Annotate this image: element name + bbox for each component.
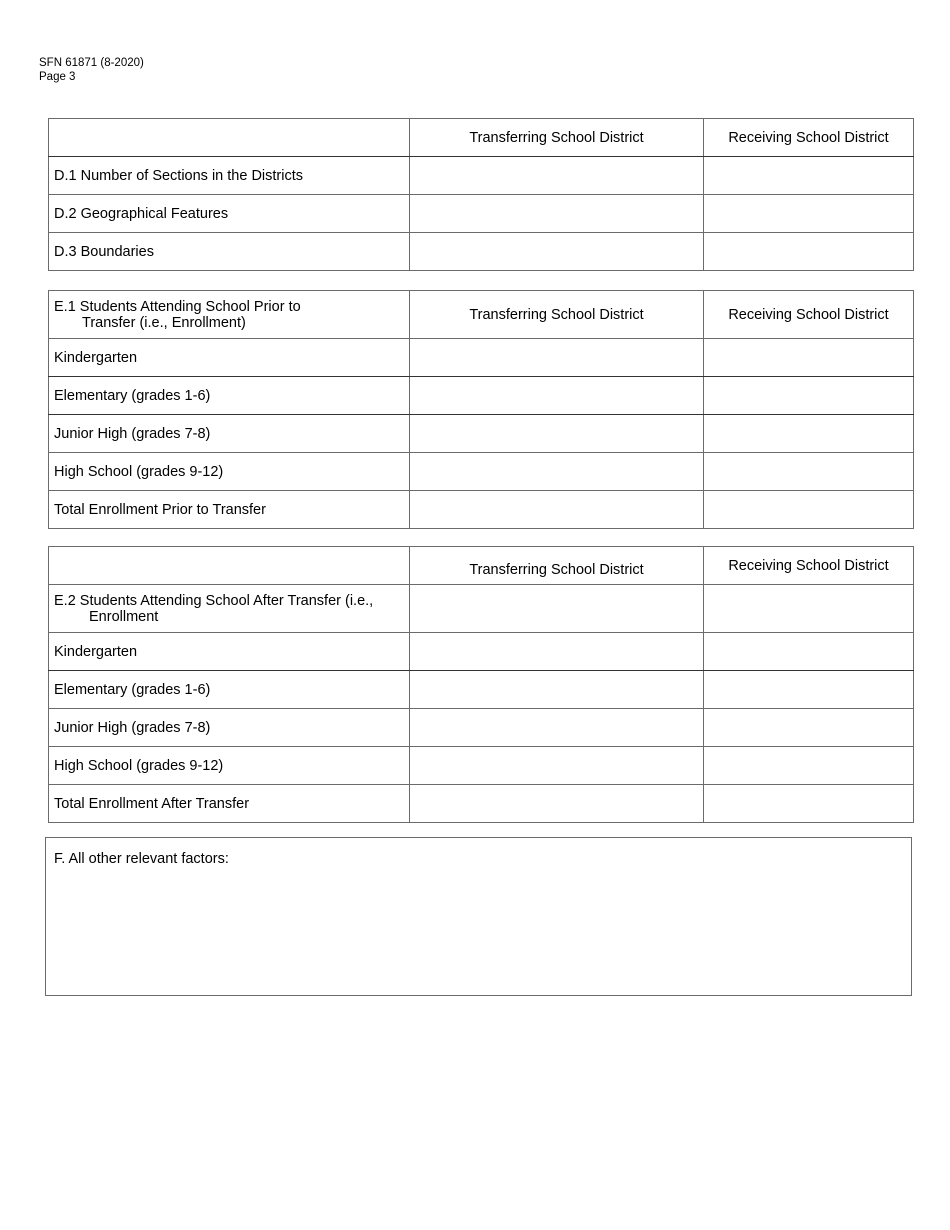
e2-total-transferring-input[interactable] — [410, 785, 704, 823]
e2-elementary-transferring-input[interactable] — [410, 671, 704, 709]
row-label-total-prior: Total Enrollment Prior to Transfer — [49, 491, 410, 529]
section-d-corner-cell — [49, 119, 410, 157]
table-row — [49, 633, 914, 671]
section-e1-title-line1: E.1 Students Attending School Prior to — [54, 298, 301, 315]
d1-transferring-input[interactable] — [410, 157, 704, 195]
table-row — [49, 453, 914, 491]
e2-elementary-receiving-input[interactable] — [704, 671, 914, 709]
table-row — [49, 195, 914, 233]
e1-total-transferring-input[interactable] — [410, 491, 704, 529]
d1-receiving-input[interactable] — [704, 157, 914, 195]
table-row — [49, 377, 914, 415]
column-header-transferring: Transferring School District — [410, 291, 704, 339]
section-e2-table — [48, 546, 914, 823]
page-number: Page 3 — [39, 71, 76, 83]
section-e2-title-line1: E.2 Students Attending School After Transfer (i.e., — [54, 592, 374, 609]
table-row — [49, 157, 914, 195]
section-e1-header-row — [49, 291, 914, 339]
e2-high-school-transferring-input[interactable] — [410, 747, 704, 785]
row-label-geographical-features: D.2 Geographical Features — [49, 195, 410, 233]
row-label-kindergarten: Kindergarten — [49, 339, 410, 377]
d3-receiving-input[interactable] — [704, 233, 914, 271]
e1-high-school-receiving-input[interactable] — [704, 453, 914, 491]
row-label-total-after: Total Enrollment After Transfer — [49, 785, 410, 823]
column-header-transferring: Transferring School District — [410, 119, 704, 157]
table-row — [49, 709, 914, 747]
row-label-elementary: Elementary (grades 1-6) — [49, 377, 410, 415]
row-label-junior-high: Junior High (grades 7-8) — [49, 709, 410, 747]
table-row — [49, 233, 914, 271]
section-d-table — [48, 118, 914, 271]
e1-junior-high-receiving-input[interactable] — [704, 415, 914, 453]
section-e1-title-line2: Transfer (i.e., Enrollment) — [82, 314, 246, 331]
e2-title-transferring-input[interactable] — [410, 585, 704, 633]
form-number: SFN 61871 (8-2020) — [39, 57, 144, 69]
e2-junior-high-transferring-input[interactable] — [410, 709, 704, 747]
row-label-kindergarten: Kindergarten — [49, 633, 410, 671]
section-f-box — [45, 837, 912, 996]
column-header-receiving: Receiving School District — [704, 547, 914, 585]
other-factors-textarea[interactable] — [52, 872, 905, 989]
section-d-header-row — [49, 119, 914, 157]
table-row — [49, 671, 914, 709]
d2-transferring-input[interactable] — [410, 195, 704, 233]
row-label-boundaries: D.3 Boundaries — [49, 233, 410, 271]
section-e2-title-row — [49, 585, 914, 633]
e1-elementary-receiving-input[interactable] — [704, 377, 914, 415]
column-header-receiving: Receiving School District — [704, 119, 914, 157]
d2-receiving-input[interactable] — [704, 195, 914, 233]
row-label-junior-high: Junior High (grades 7-8) — [49, 415, 410, 453]
e2-total-receiving-input[interactable] — [704, 785, 914, 823]
section-e1-title — [49, 291, 410, 339]
table-row — [49, 339, 914, 377]
e2-high-school-receiving-input[interactable] — [704, 747, 914, 785]
section-e2-title — [49, 585, 410, 633]
e1-junior-high-transferring-input[interactable] — [410, 415, 704, 453]
section-e2-corner-cell — [49, 547, 410, 585]
d3-transferring-input[interactable] — [410, 233, 704, 271]
section-e1-table — [48, 290, 914, 529]
e1-elementary-transferring-input[interactable] — [410, 377, 704, 415]
e1-high-school-transferring-input[interactable] — [410, 453, 704, 491]
table-row — [49, 785, 914, 823]
form-header — [39, 56, 144, 84]
e2-kindergarten-receiving-input[interactable] — [704, 633, 914, 671]
e2-junior-high-receiving-input[interactable] — [704, 709, 914, 747]
table-row — [49, 415, 914, 453]
table-row — [49, 491, 914, 529]
e1-total-receiving-input[interactable] — [704, 491, 914, 529]
section-e2-title-line2: Enrollment — [89, 608, 159, 625]
e1-kindergarten-transferring-input[interactable] — [410, 339, 704, 377]
row-label-high-school: High School (grades 9-12) — [49, 453, 410, 491]
table-row — [49, 747, 914, 785]
row-label-sections: D.1 Number of Sections in the Districts — [49, 157, 410, 195]
row-label-high-school: High School (grades 9-12) — [49, 747, 410, 785]
section-f-label: F. All other relevant factors: — [54, 851, 229, 867]
row-label-elementary: Elementary (grades 1-6) — [49, 671, 410, 709]
e1-kindergarten-receiving-input[interactable] — [704, 339, 914, 377]
section-e2-header-row — [49, 547, 914, 585]
e2-kindergarten-transferring-input[interactable] — [410, 633, 704, 671]
e2-title-receiving-input[interactable] — [704, 585, 914, 633]
column-header-transferring: Transferring School District — [410, 547, 704, 585]
column-header-receiving: Receiving School District — [704, 291, 914, 339]
